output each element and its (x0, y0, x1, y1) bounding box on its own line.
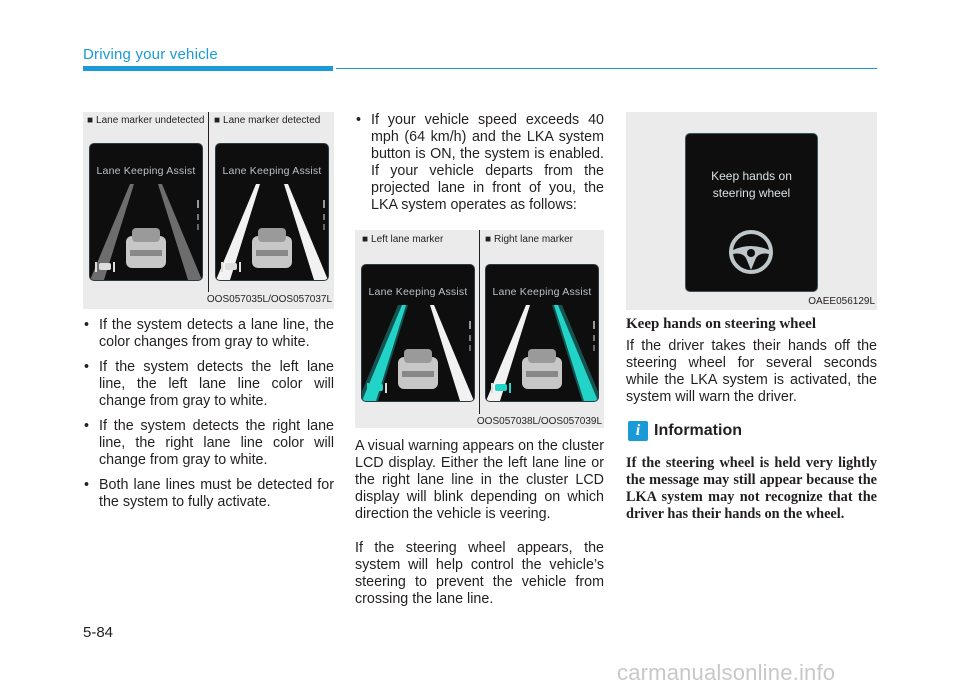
screen-title: Lane Keeping Assist (222, 165, 322, 177)
header-rule (336, 68, 877, 69)
steering-wheel-icon (686, 134, 817, 291)
cluster-screen-detected (215, 143, 329, 281)
screen-title: Lane Keeping Assist (96, 165, 196, 177)
subheading-keep-hands: Keep hands on steering wheel (626, 316, 817, 332)
screen-title: Lane Keeping Assist (368, 286, 468, 298)
screen-title: Lane Keeping Assist (492, 286, 592, 298)
list-item: • If your vehicle speed exceeds 40 mph (64 km/h) and the LKA system button is ON, the system is enabled. If your vehicle departs from the projected lane in front of you, the LKA system operates as follows: (356, 112, 604, 213)
lane-graphic-left-highlight (362, 265, 474, 401)
page-number: 5-84 (83, 624, 114, 641)
information-text: If the steering wheel is held very lightly the message may still appear because the LKA system may not recognize that the driver has their hands on the wheel. (626, 455, 877, 522)
figure-divider (479, 230, 480, 414)
info-icon: i (628, 421, 648, 441)
figure-code: OOS057038L/OOS057039L (476, 416, 602, 427)
screen-message-line2: steering wheel (712, 186, 791, 200)
cluster-screen-right-lane (485, 264, 599, 402)
figure-divider (208, 112, 209, 292)
lane-graphic-white (216, 144, 328, 280)
paragraph-driver-warning: If the driver takes their hands off the steering wheel for several seconds while the LKA system is activated, the system will warn the driver. (626, 338, 877, 405)
watermark: carmanualsonline.info (617, 660, 836, 685)
list-item: • If the system detects the right lane line, the right lane line color will change from gray to white. (84, 418, 334, 468)
caption-lane-marker-undetected: ■ Lane marker undetected (87, 115, 205, 126)
list-item: • If the system detects the left lane line, the left lane line color will change from gray to white. (84, 359, 334, 409)
screen-message-line1: Keep hands on (711, 169, 792, 183)
caption-lane-marker-detected: ■ Lane marker detected (214, 115, 321, 126)
lane-graphic-gray (90, 144, 202, 280)
left-bullet-list (83, 317, 334, 519)
figure-code: OAEE056129L (808, 296, 875, 307)
paragraph-steering-wheel: If the steering wheel appears, the system will help control the vehicle’s steering to prevent the vehicle from crossing the lane line. (355, 540, 604, 607)
information-heading: Information (654, 422, 742, 439)
section-title: Driving your vehicle (83, 46, 218, 63)
section-bar (83, 66, 333, 71)
lane-graphic-right-highlight (486, 265, 598, 401)
figure-lane-marker-detection (83, 112, 334, 309)
figure-code: OOS057035L/OOS057037L (206, 294, 332, 305)
cluster-screen-keep-hands (685, 133, 818, 292)
middle-bullet-list (355, 112, 604, 222)
list-item: • Both lane lines must be detected for the system to fully activate. (84, 477, 334, 510)
figure-lane-departure (355, 230, 604, 428)
cluster-screen-undetected (89, 143, 203, 281)
paragraph-visual-warning: A visual warning appears on the cluster LCD display. Either the left lane line or the right lane line in the cluster LCD display will blink depending on which direction the vehicle is veering. (355, 438, 604, 522)
caption-left-lane-marker: ■ Left lane marker (362, 234, 444, 245)
cluster-screen-left-lane (361, 264, 475, 402)
list-item: • If the system detects a lane line, the color changes from gray to white. (84, 317, 334, 350)
caption-right-lane-marker: ■ Right lane marker (485, 234, 573, 245)
figure-keep-hands-on (626, 112, 877, 310)
